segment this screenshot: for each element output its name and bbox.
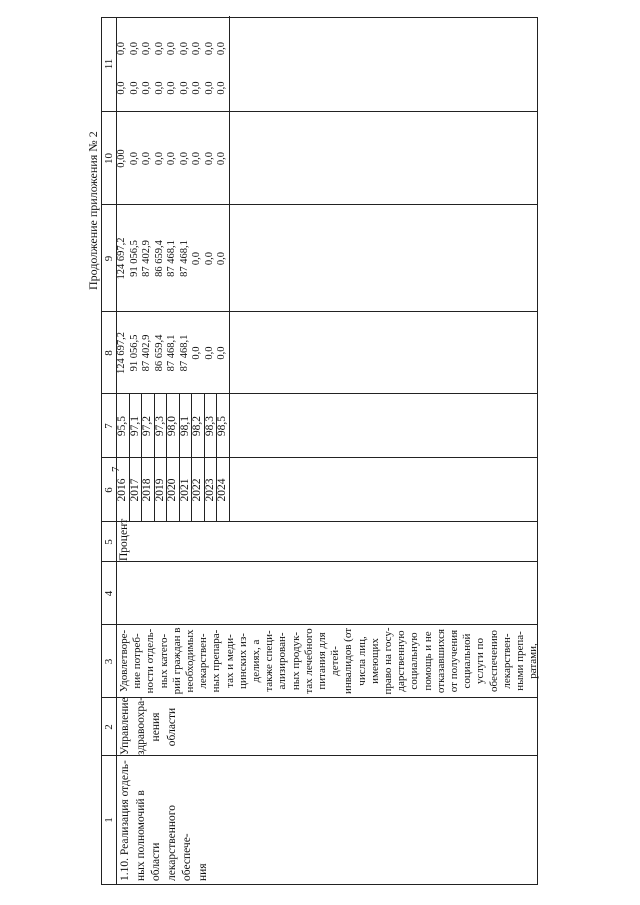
indicator-line: обеспечению bbox=[487, 630, 500, 692]
indicator-value-cell: 97,1 bbox=[128, 415, 141, 437]
indicator-line: питания для bbox=[316, 632, 329, 690]
executor-line: области bbox=[165, 707, 178, 747]
col8-cell: 87 468,1 bbox=[178, 240, 190, 277]
col11-cell: 0,0 bbox=[141, 42, 152, 56]
year-cell: 2019 bbox=[153, 478, 166, 502]
year-cell: 2022 bbox=[191, 478, 203, 502]
indicator-line: ние потреб- bbox=[131, 633, 144, 689]
col9-cell: 0,0 bbox=[166, 151, 177, 166]
year-cell: 2016 bbox=[116, 478, 128, 502]
indicator-line: социальную bbox=[408, 632, 421, 690]
col7-cell: 91 056,5 bbox=[128, 334, 140, 372]
col-number: 10 bbox=[103, 153, 115, 164]
indicator-value-cell: 98,1 bbox=[178, 415, 191, 437]
indicator-line: ных продук- bbox=[289, 631, 302, 691]
col10-cell: 0,0 bbox=[116, 81, 127, 95]
col8-cell: 0,0 bbox=[203, 251, 215, 266]
col10-cell: 0,0 bbox=[178, 81, 190, 95]
year-cell: 2020 bbox=[166, 478, 178, 502]
col11-cell: 0,0 bbox=[166, 42, 177, 56]
col8-cell: 91 056,5 bbox=[128, 240, 140, 277]
indicator-line: социальной bbox=[461, 633, 474, 689]
col7-cell: 0,0 bbox=[203, 346, 215, 360]
indicator-value-cell: 97,2 bbox=[141, 415, 153, 437]
indicator-value-cell: 98,3 bbox=[203, 415, 216, 437]
indicator-line: лекарствен- bbox=[197, 633, 210, 689]
col7-cell: 86 659,4 bbox=[153, 334, 165, 372]
unit: Процент bbox=[118, 518, 130, 561]
col-number: 1 bbox=[103, 817, 115, 823]
indicator-line: необходимых bbox=[184, 629, 197, 693]
indicator-value-cell: 97,3 bbox=[153, 415, 166, 437]
col11-cell: 0,0 bbox=[203, 42, 215, 56]
col9-cell: 0,0 bbox=[128, 151, 140, 166]
indicator-line: право на госу- bbox=[382, 627, 395, 695]
col-number: 7 bbox=[103, 423, 115, 429]
indicator-line: имеющих bbox=[368, 638, 381, 684]
measure-line: лекарственного обеспече- bbox=[165, 805, 193, 881]
col11-cell: 0,0 bbox=[128, 42, 140, 56]
col11-cell: 0,0 bbox=[153, 42, 165, 56]
col7-cell: 0,0 bbox=[191, 346, 202, 360]
year-cell: 2017 bbox=[128, 478, 141, 502]
indicator-line: тах лечебного bbox=[302, 628, 315, 694]
indicator-line: помощь и не bbox=[421, 631, 434, 691]
executor-line: здравоохра- bbox=[134, 696, 147, 755]
col9-cell: 0,0 bbox=[178, 151, 190, 166]
indicator-line: Удовлетворе- bbox=[118, 629, 130, 693]
col-divider bbox=[102, 755, 537, 756]
col7-cell: 87 402,9 bbox=[141, 334, 152, 372]
col11-cell: 0,0 bbox=[116, 42, 127, 56]
indicator-line: дарственную bbox=[395, 630, 408, 692]
col7-cell: 124 697,2 bbox=[116, 332, 127, 374]
col7-cell: 87 468,1 bbox=[166, 334, 177, 372]
indicator-line: также специ- bbox=[263, 630, 276, 692]
col10-cell: 0,0 bbox=[153, 81, 165, 95]
indicator-line: делиях, а bbox=[250, 639, 263, 683]
indicator-line: услуги по bbox=[474, 638, 487, 684]
col-number: 6 bbox=[103, 487, 115, 493]
col8-cell: 0,0 bbox=[216, 251, 227, 266]
indicator-line: инвалидов (от bbox=[342, 627, 355, 695]
col10-cell: 0,0 bbox=[216, 81, 227, 95]
indicator-line: цинских из- bbox=[236, 633, 249, 689]
executor-line: нения bbox=[150, 712, 162, 742]
indicator-line: детей- bbox=[329, 646, 342, 676]
col10-cell: 0,0 bbox=[141, 81, 152, 95]
executor-line: Управление bbox=[119, 697, 131, 755]
year-cell: 2024 bbox=[216, 478, 228, 502]
col8-cell: 86 659,4 bbox=[153, 240, 165, 277]
indicator-line: ными препа- bbox=[514, 631, 527, 691]
col11-cell: 0,0 bbox=[216, 42, 227, 56]
continuation-label: Продолжение приложения № 2 bbox=[86, 131, 100, 290]
col-number: 9 bbox=[103, 255, 115, 262]
col8-cell: 87 402,9 bbox=[141, 240, 152, 277]
indicator-line: ных катего- bbox=[157, 633, 170, 689]
col7-cell: 0,0 bbox=[216, 346, 227, 360]
col10-cell: 0,0 bbox=[128, 81, 140, 95]
indicator-line: ности отдель- bbox=[144, 628, 157, 694]
years-column bbox=[116, 458, 229, 522]
col-number: 2 bbox=[103, 724, 115, 730]
indicator-line: тах и меди- bbox=[223, 634, 236, 688]
indicator-line: ратами, bbox=[527, 643, 540, 679]
col11-cell: 0,0 bbox=[178, 42, 190, 56]
indicator-line: от получения bbox=[448, 629, 461, 693]
indicator-line: числа лиц, bbox=[355, 636, 368, 686]
col9-cell: 0,0 bbox=[191, 151, 202, 166]
col-number: 5 bbox=[103, 539, 115, 545]
col-number: 4 bbox=[103, 590, 115, 597]
col8-cell: 124 697,2 bbox=[116, 237, 127, 280]
indicator-value-cell: 98,2 bbox=[191, 415, 203, 437]
budget-table bbox=[101, 17, 538, 885]
measure-line: 1.10. Реализация отдель- bbox=[119, 760, 131, 881]
col9-cell: 0,0 bbox=[216, 151, 227, 166]
indicator-value-cell: 98,0 bbox=[166, 415, 178, 437]
indicator-line: лекарствен- bbox=[500, 633, 513, 689]
col-divider bbox=[102, 697, 537, 698]
indicator-line: ализирован- bbox=[276, 632, 289, 690]
col10-cell: 0,0 bbox=[166, 81, 177, 95]
year-cell: 2023 bbox=[203, 478, 216, 502]
measure-name bbox=[118, 757, 211, 881]
col7-values bbox=[116, 312, 229, 394]
col11-cell: 0,0 bbox=[191, 42, 202, 56]
col7-cell: 87 468,1 bbox=[178, 334, 190, 372]
indicator-value-cell: 98,5 bbox=[216, 415, 228, 437]
col9-cell: 0,00 bbox=[116, 149, 127, 168]
col8-values bbox=[116, 205, 229, 312]
col-number: 3 bbox=[103, 658, 115, 665]
page-number: 7 bbox=[110, 466, 122, 472]
col9-cell: 0,0 bbox=[203, 151, 215, 166]
indicator-line: рий граждан в bbox=[170, 627, 183, 695]
col8-cell: 0,0 bbox=[191, 251, 202, 266]
col9-cell: 0,0 bbox=[141, 151, 152, 166]
col-divider bbox=[102, 561, 537, 562]
indicator-values-column bbox=[116, 394, 229, 458]
col-number: 11 bbox=[103, 58, 115, 70]
col9-cell: 0,0 bbox=[153, 151, 165, 166]
year-cell: 2021 bbox=[178, 478, 191, 502]
indicator-value-cell: 95,5 bbox=[116, 415, 128, 437]
indicator-name bbox=[118, 625, 541, 697]
executor bbox=[118, 696, 180, 755]
col10-cell: 0,0 bbox=[191, 81, 202, 95]
col-number: 8 bbox=[103, 350, 115, 356]
measure-line: ных полномочий в области bbox=[134, 790, 162, 881]
year-cell: 2018 bbox=[141, 478, 153, 502]
data-block-bottom bbox=[229, 16, 230, 522]
col11-values bbox=[116, 16, 229, 112]
col9-values bbox=[116, 112, 229, 205]
col8-cell: 87 468,1 bbox=[166, 240, 177, 277]
indicator-line: ных препара- bbox=[210, 629, 223, 693]
indicator-line: отказавшихся bbox=[434, 628, 447, 694]
measure-line: ния bbox=[196, 863, 209, 881]
col10-cell: 0,0 bbox=[203, 81, 215, 95]
